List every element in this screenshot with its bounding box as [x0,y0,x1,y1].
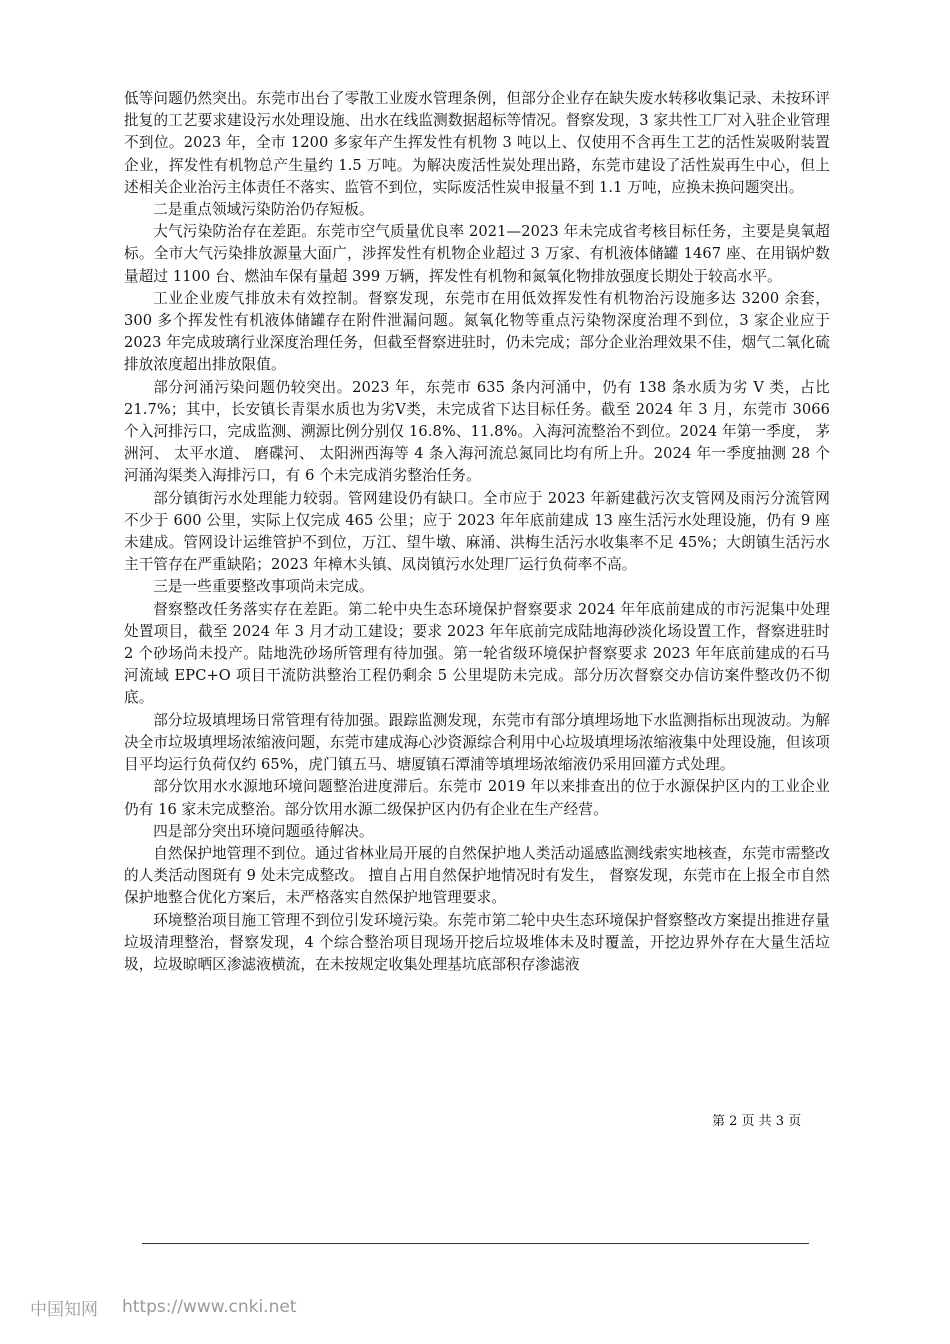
section-heading-2: 二是重点领域污染防治仍存短板。 [153,201,374,219]
paragraph-water-source: 部分饮用水水源地环境问题整治进度滞后。东莞市 2019 年以来排查出的位于水源保护区内的工业企业仍有 16 家未完成整治。部分饮用水源二级保护区内仍有企业在生产经营。 [124,778,830,818]
paragraph-construction-pollution: 环境整治项目施工管理不到位引发环境污染。东莞市第二轮中央生态环境保护督察整改方案提出推进存量垃圾清理整治，督察发现，4 个综合整治项目现场开挖后垃圾堆体未及时覆盖，开挖边界外存在大量生活垃圾，垃圾晾晒区渗滤液横流，在未按规定收集处理基坑底部积存渗滤液 [124,911,830,973]
paragraph-air-pollution: 大气污染防治存在差距。东莞市空气质量优良率 2021—2023 年未完成省考核目标任务，主要是臭氧超标。全市大气污染排放源量大面广，涉挥发性有机物企业超过 3 万家、有机液体储罐 1467 座、在用锅炉数量超过 1100 台、燃油车保有量超 399 万辆，挥发性有机物和氮氧化物排放强度长期处于较高水平。 [124,223,830,285]
paragraph-1: 低等问题仍然突出。东莞市出台了零散工业废水管理条例，但部分企业存在缺失废水转移收集记录、未按环评批复的工艺要求建设污水处理设施、出水在线监测数据超标等情况。督察发现，3 家共性工厂对入驻企业管理不到位。2023 年，全市 1200 多家年产生挥发性有机物 3 吨以上、仅使用不含再生工艺的活性炭吸附装置企业，挥发性有机物总产生量约 1.5 万吨。为解决废活性炭处理出路，东莞市建设了活性炭再生中心，但上述相关企业治污主体责任不落实、监管不到位，实际废活性炭申报量不到 1.1 万吨，应换未换问题突出。 [124,90,830,196]
paragraph-river-pollution: 部分河涌污染问题仍较突出。2023 年，东莞市 635 条内河涌中，仍有 138 条水质为劣 V 类，占比 21.7%；其中，长安镇长青渠水质也为劣Ⅴ类，未完成省下达目标任务。截至 2024 年 3 月，东莞市 3066 个入河排污口，完成监测、溯源比例分别仅 16.8%、11.8%。入海河流整治不到位。2024 年第一季度， 茅洲河、 太平水道、 磨碟河、 太阳洲西海等 4 条入海河流总氮同比均有所上升。2024 年一季度抽测 28 个河涌沟渠类入海排污口，有 6 个未完成消劣整治任务。 [124,378,831,485]
paragraph-nature-reserve: 自然保护地管理不到位。通过省林业局开展的自然保护地人类活动遥感监测线索实地核查，东莞市需整改的人类活动图斑有 9 处未完成整改。 擅自占用自然保护地情况时有发生， 督察发现，东莞市在上报全市自然保护地整合优化方案后，未严格落实自然保护地管理要求。 [124,844,830,907]
paragraph-landfill: 部分垃圾填埋场日常管理有待加强。跟踪监测发现，东莞市有部分填埋场地下水监测指标出现波动。为解决全市垃圾填埋场浓缩液问题，东莞市建成海心沙资源综合利用中心垃圾填埋场浓缩液集中处理设施，但该项目平均运行负荷仅约 65%，虎门镇五马、塘厦镇石潭浦等填埋场浓缩液仍采用回灌方式处理。 [124,711,830,774]
watermark-brand: 中国知网 [30,1299,98,1320]
cnki-watermark [30,1293,296,1321]
document-body [124,88,830,976]
page-number: 第 2 页 共 3 页 [712,1114,802,1129]
paragraph-industrial-exhaust: 工业企业废气排放未有效控制。督察发现，东莞市在用低效挥发性有机物治污设施多达 3200 余套，300 多个挥发性有机液体储罐存在附件泄漏问题。氮氧化物等重点污染物深度治理不到位，3 家企业应于 2023 年完成玻璃行业深度治理任务，但截至督察进驻时，仍未完成；部分企业治理效果不佳，烟气二氧化硫排放浓度超出排放限值。 [124,289,830,374]
paragraph-rectification-tasks: 督察整改任务落实存在差距。第二轮中央生态环境保护督察要求 2024 年年底前建成的市污泥集中处理处置项目，截至 2024 年 3 月才动工建设；要求 2023 年年底前完成陆地海砂淡化场设置工作，督察进驻时 2 个砂场尚未投产。陆地洗砂场所管理有待加强。第一轮省级环境保护督察要求 2023 年年底前建成的石马河流域 EPC+O 项目干流防洪整治工程仍剩余 5 公里堤防未完成。部分历次督察交办信访案件整改仍不彻底。 [124,600,830,707]
watermark-url: https://www.cnki.net [122,1297,297,1317]
section-heading-3: 三是一些重要整改事项尚未完成。 [153,578,374,596]
paragraph-sewage-treatment: 部分镇街污水处理能力较弱。管网建设仍有缺口。全市应于 2023 年新建截污次支管网及雨污分流管网不少于 600 公里，实际上仅完成 465 公里；应于 2023 年年底前建成 13 座生活污水处理设施，仍有 9 座未建成。管网设计运维管护不到位，万江、望牛墩、麻涌、洪梅生活污水收集率不足 45%；大朗镇生活污水主干管存在严重缺陷；2023 年樟木头镇、凤岗镇污水处理厂运行负荷率不高。 [124,489,830,574]
footer-divider [142,1243,809,1244]
section-heading-4: 四是部分突出环境问题亟待解决。 [153,822,374,840]
